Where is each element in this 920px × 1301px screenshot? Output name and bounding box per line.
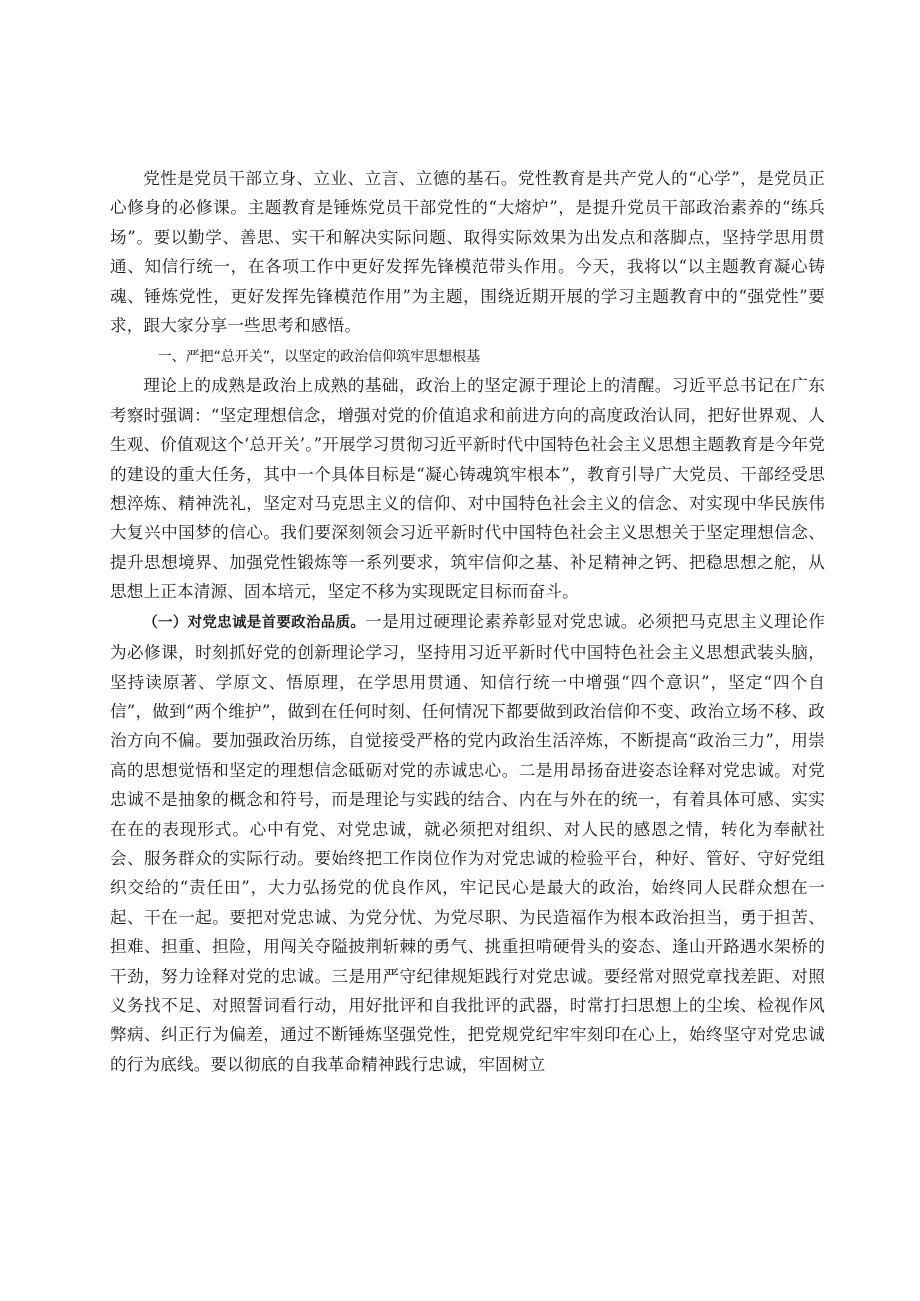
document-body <box>110 164 825 1079</box>
section-1-heading: 一、严把“总开关”，以坚定的政治信仰筑牢思想根基 <box>157 349 481 366</box>
intro-paragraph: 党性是党员干部立身、立业、立言、立德的基石。党性教育是共产党人的“心学”，是党员正心修身的必修课。主题教育是锤炼党员干部党性的“大熔炉”，是提升党员干部政治素养的“练兵场”。要以勤学、善思、实干和解决实际问题、取得实际效果为出发点和落脚点，坚持学思用贯通、知信行统一，在各项工作中更好发挥先锋模范带头作用。今天，我将以“以主题教育凝心铸魂、锤炼党性，更好发挥先锋模范作用”为主题，围绕近期开展的学习主题教育中的“强党性”要求，跟大家分享一些思考和感悟。 <box>110 169 825 336</box>
subsection-1-heading: （一）对党忠诚是首要政治品质。 <box>143 614 366 631</box>
subsection-1-body: 一是用过硬理论素养彰显对党忠诚。必须把马克思主义理论作为必修课，时刻抓好党的创新理论学习，坚持用习近平新时代中国特色社会主义思想武装头脑，坚持读原著、学原文、悟原理，在学思用贯通、知信行统一中增强“四个意识”，坚定“四个自信”，做到“两个维护”，做到在任何时刻、任何情况下都要做到政治信仰不变、政治立场不移、政治方向不偏。要加强政治历练，自觉接受严格的党内政治生活淬炼，不断提高“政治三力”，用崇高的思想觉悟和坚定的理想信念砥砺对党的赤诚忠心。二是用昂扬奋进姿态诠释对党忠诚。对党忠诚不是抽象的概念和符号，而是理论与实践的结合、内在与外在的统一，有着具体可感、实实在在的表现形式。心中有党、对党忠诚，就必须把对组织、对人民的感恩之情，转化为奉献社会、服务群众的实际行动。要始终把工作岗位作为对党忠诚的检验平台，种好、管好、守好党组织交给的“责任田”，大力弘扬党的优良作风，牢记民心是最大的政治，始终同人民群众想在一起、干在一起。要把对党忠诚、为党分忧、为党尽职、为民造福作为根本政治担当，勇于担苦、担难、担重、担险，用闯关夺隘披荆斩棘的勇气、挑重担啃硬骨头的姿态、逢山开路遇水架桥的干劲，努力诠释对党的忠诚。三是用严守纪律规矩践行对党忠诚。要经常对照党章找差距、对照义务找不足、对照誓词看行动，用好批评和自我批评的武器，时常打扫思想上的尘埃、检视作风弊病、纠正行为偏差，通过不断锤炼坚强党性，把党规党纪牢牢刻印在心上，始终坚守对党忠诚的行为底线。要以彻底的自我革命精神践行忠诚，牢固树立 <box>110 611 825 1074</box>
subsection-1-paragraph <box>110 607 825 1080</box>
section-1-paragraph: 理论上的成熟是政治上成熟的基础，政治上的坚定源于理论上的清醒。习近平总书记在广东考察时强调：“坚定理想信念，增强对党的价值追求和前进方向的高度政治认同，把好世界观、人生观、价值观这个‘总开关’。”开展学习贯彻习近平新时代中国特色社会主义思想主题教育是今年党的建设的重大任务，其中一个具体目标是“凝心铸魂筑牢根本”，教育引导广大党员、干部经受思想淬炼、精神洗礼，坚定对马克思主义的信仰、对中国特色社会主义的信念、对实现中华民族伟大复兴中国梦的信心。我们要深刻领会习近平新时代中国特色社会主义思想关于坚定理想信念、提升思想境界、加强党性锻炼等一系列要求，筑牢信仰之基、补足精神之钙、把稳思想之舵，从思想上正本清源、固本培元，坚定不移为实现既定目标而奋斗。 <box>110 376 825 602</box>
